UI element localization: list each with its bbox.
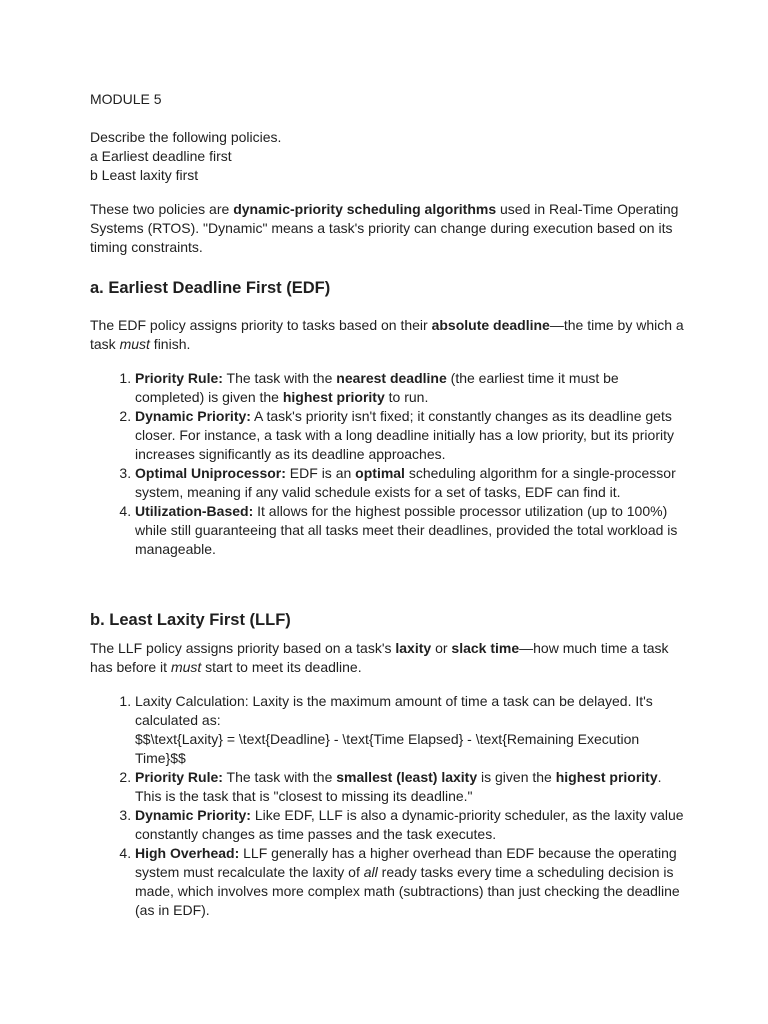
edf-list-item: [135, 369, 690, 407]
item-text: The task with the: [222, 370, 337, 386]
item-text: EDF is an: [285, 465, 356, 481]
module-title: MODULE 5: [90, 91, 162, 107]
edf-desc-text: The EDF policy assigns priority to tasks based on their: [90, 317, 432, 333]
llf-list-item: [135, 844, 690, 920]
edf-desc-bold: absolute deadline: [431, 317, 550, 333]
item-bold: optimal: [355, 465, 405, 481]
edf-list-item: [135, 407, 690, 464]
item-label: Priority Rule:: [135, 769, 223, 785]
item-label: High Overhead:: [135, 845, 240, 861]
overview-paragraph: [90, 200, 690, 257]
llf-list-item: [135, 768, 690, 806]
question-item-b: b Least laxity first: [90, 167, 199, 183]
llf-list: [90, 692, 690, 920]
item-label: Dynamic Priority:: [135, 408, 251, 424]
item-bold: highest priority: [555, 769, 658, 785]
item-label: Optimal Uniprocessor:: [135, 465, 286, 481]
item-label: Dynamic Priority:: [135, 807, 251, 823]
item-text: Like EDF, LLF is also a dynamic-priority scheduler, as the laxity value constantly changes as time passes and the task executes.: [135, 807, 684, 842]
item-text: Laxity Calculation: Laxity is the maximum amount of time a task can be delayed. It's calculated as:: [135, 693, 653, 728]
llf-list-item: [135, 692, 690, 768]
llf-desc-text-3: —how much time a task has before it: [90, 640, 669, 675]
edf-desc-text-2: —the time by which a task: [90, 317, 684, 352]
llf-desc-text: The LLF policy assigns priority based on a task's: [90, 640, 396, 656]
item-italic: all: [363, 864, 378, 880]
llf-desc-bold: laxity: [395, 640, 432, 656]
item-bold: smallest (least) laxity: [336, 769, 478, 785]
edf-desc-italic: must: [119, 336, 150, 352]
item-label: Utilization-Based:: [135, 503, 254, 519]
item-text: It allows for the highest possible processor utilization (up to 100%) while still guaranteeing that all tasks meet their deadlines, provided the total workload is manageable.: [135, 503, 678, 557]
document-page: [90, 90, 690, 920]
item-text: A task's priority isn't fixed; it constantly changes as its deadline gets closer. For instance, a task with a long deadline initially has a low priority, but its priority increases significantly as its deadline approaches.: [135, 408, 674, 462]
item-text: ready tasks every time a scheduling decision is made, which involves more complex math (subtractions) than just checking the deadline (as in EDF).: [135, 864, 680, 918]
llf-desc-text-4: start to meet its deadline.: [201, 659, 362, 675]
item-text: LLF generally has a higher overhead than EDF because the operating system must recalculate the laxity of: [135, 845, 677, 880]
item-text: scheduling algorithm for a single-processor system, meaning if any valid schedule exists for a set of tasks, EDF can find it.: [135, 465, 676, 500]
llf-list-item: [135, 806, 690, 844]
item-text: The task with the: [222, 769, 337, 785]
llf-desc-italic: must: [170, 659, 202, 675]
question-item-a: a Earliest deadline first: [90, 148, 232, 164]
llf-description: [90, 639, 690, 677]
item-text: . This is the task that is "closest to missing its deadline.": [135, 769, 662, 804]
item-text: to run.: [384, 389, 429, 405]
laxity-formula: $$\text{Laxity} = \text{Deadline} - \text{Time Elapsed} - \text{Remaining Execution Time}$$: [135, 731, 640, 766]
item-bold: nearest deadline: [336, 370, 447, 386]
edf-list: [90, 369, 690, 559]
llf-desc-bold-2: slack time: [451, 640, 520, 656]
question-block: [90, 128, 690, 185]
item-bold: highest priority: [282, 389, 385, 405]
overview-text-2: used in Real-Time Operating Systems (RTOS). "Dynamic" means a task's priority can change during execution based on its timing constraints.: [90, 201, 679, 255]
llf-desc-text-2: or: [431, 640, 452, 656]
edf-list-item: [135, 502, 690, 559]
overview-bold: dynamic-priority scheduling algorithms: [233, 201, 497, 217]
edf-description: [90, 316, 690, 354]
item-text: is given the: [477, 769, 556, 785]
edf-heading: a. Earliest Deadline First (EDF): [90, 279, 331, 297]
item-text: (the earliest time it must be completed) is given the: [135, 370, 619, 405]
llf-heading: b. Least Laxity First (LLF): [90, 611, 291, 629]
question-prompt: Describe the following policies.: [90, 129, 282, 145]
edf-list-item: [135, 464, 690, 502]
item-label: Priority Rule:: [135, 370, 223, 386]
overview-text: These two policies are: [90, 201, 234, 217]
edf-desc-text-3: finish.: [149, 336, 191, 352]
